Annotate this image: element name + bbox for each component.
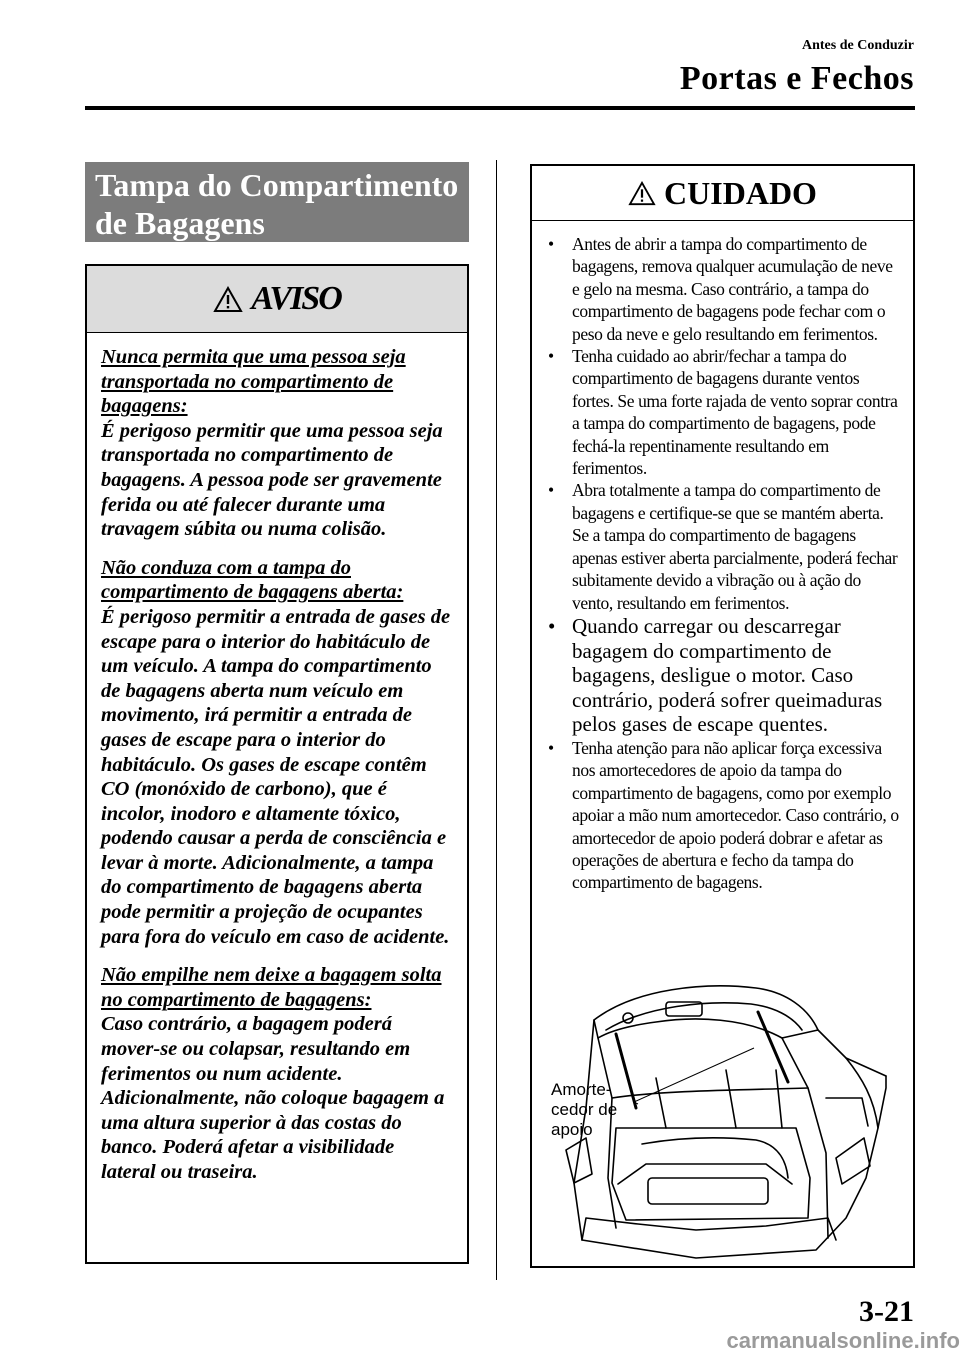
warning-paragraph-body: É perigoso permitir que uma pessoa seja transportada no compartimento de bagagens. A pessoa pode ser gravemente ferida ou até falecer durante uma travagem súbita ou numa colisão. <box>101 419 443 541</box>
chapter-title: Portas e Fechos <box>679 60 914 97</box>
caution-header <box>532 166 913 221</box>
warning-paragraph-title: Não empilhe nem deixe a bagagem solta no compartimento de bagagens: <box>101 964 442 1011</box>
warning-triangle-icon <box>213 286 243 313</box>
warning-paragraph-body: Caso contrário, a bagagem poderá mover-se ou colapsar, resultando em ferimentos ou num acidente. Adicionalmente, não coloque bagagem a uma altura superior à das costas do banco. Poderá afetar a visibilidade lateral ou traseira. <box>101 1013 445 1183</box>
caution-item: • Tenha atenção para não aplicar força excessiva nos amortecedores de apoio da tampa do compartimento de bagagens, como por exemplo apoiar a mão num amortecedor. Caso contrário, o amortecedor de apoio poderá dobrar e afetar as operações de abertura e fecho da tampa do compartimento de bagagens. <box>548 737 899 893</box>
warning-body <box>87 333 467 1185</box>
bullet: • <box>548 234 554 254</box>
warning-paragraph <box>101 963 453 1184</box>
bullet: • <box>548 346 554 367</box>
caution-item: • Abra totalmente a tampa do compartimento de bagagens e certifique-se que se mantém aberta. Se a tampa do compartimento de bagagens apenas estiver aberta parcialmente, poderá fechar subitamente devido a vibração ou à ação do vento, resultando em ferimentos. <box>548 480 898 613</box>
chapter-subtitle: Antes de Conduzir <box>801 38 914 53</box>
watermark: carmanualsonline.info <box>726 1328 960 1353</box>
bullet: • <box>548 480 554 501</box>
column-divider <box>496 160 497 1280</box>
warning-paragraph <box>101 345 453 542</box>
caution-heading: CUIDADO <box>664 174 817 211</box>
section-title: Tampa do Compartimento de Bagagens <box>85 162 469 242</box>
figure-label: Amorte- cedor de apoio <box>551 1080 618 1139</box>
header-rule <box>85 106 915 110</box>
warning-heading: AVISO <box>251 280 341 317</box>
caution-item: • Quando carregar ou descarregar bagagem do compartimento de bagagens, desligue o motor. Caso contrário, poderá sofrer queimaduras pelos gases de escape quentes. <box>548 613 883 737</box>
caution-list <box>532 221 913 894</box>
warning-triangle-icon <box>628 181 656 206</box>
bullet: • <box>548 737 554 758</box>
warning-header <box>87 266 467 333</box>
caution-item: • Tenha cuidado ao abrir/fechar a tampa do compartimento de bagagens durante ventos fortes. Se uma forte rajada de vento soprar contra a tampa do compartimento de bagagens, pode fechá-la repentinamente resultando em ferimentos. <box>548 346 898 479</box>
bullet: • <box>548 613 556 638</box>
page-number: 3-21 <box>859 1295 914 1328</box>
warning-paragraph <box>101 556 453 950</box>
warning-paragraph-title: Não conduza com a tampa do compartimento de bagagens aberta: <box>101 556 404 604</box>
warning-paragraph-title: Nunca permita que uma pessoa seja transportada no compartimento de bagagens: <box>101 346 406 418</box>
warning-paragraph-body: É perigoso permitir a entrada de gases de escape para o interior do habitáculo de um veículo. A tampa do compartimento de bagagens aberta num veículo em movimento, irá permitir a entrada de gases de escape para o interior do habitáculo. Os gases de escape contêm CO (monóxido de carbono), que é incolor, inodoro e altamente tóxico, podendo causar a perda de consciência e levar à morte. Adicionalmente, a tampa do compartimento de bagagens aberta pode permitir a projeção de ocupantes para fora do veículo em caso de acidente. <box>101 605 451 948</box>
caution-item: • Antes de abrir a tampa do compartimento de bagagens, remova qualquer acumulação de neve e gelo na mesma. Caso contrário, a tampa do compartimento de bagagens pode fechar com o peso da neve e gelo resultando em ferimentos. <box>548 234 893 344</box>
warning-box <box>85 264 469 1264</box>
